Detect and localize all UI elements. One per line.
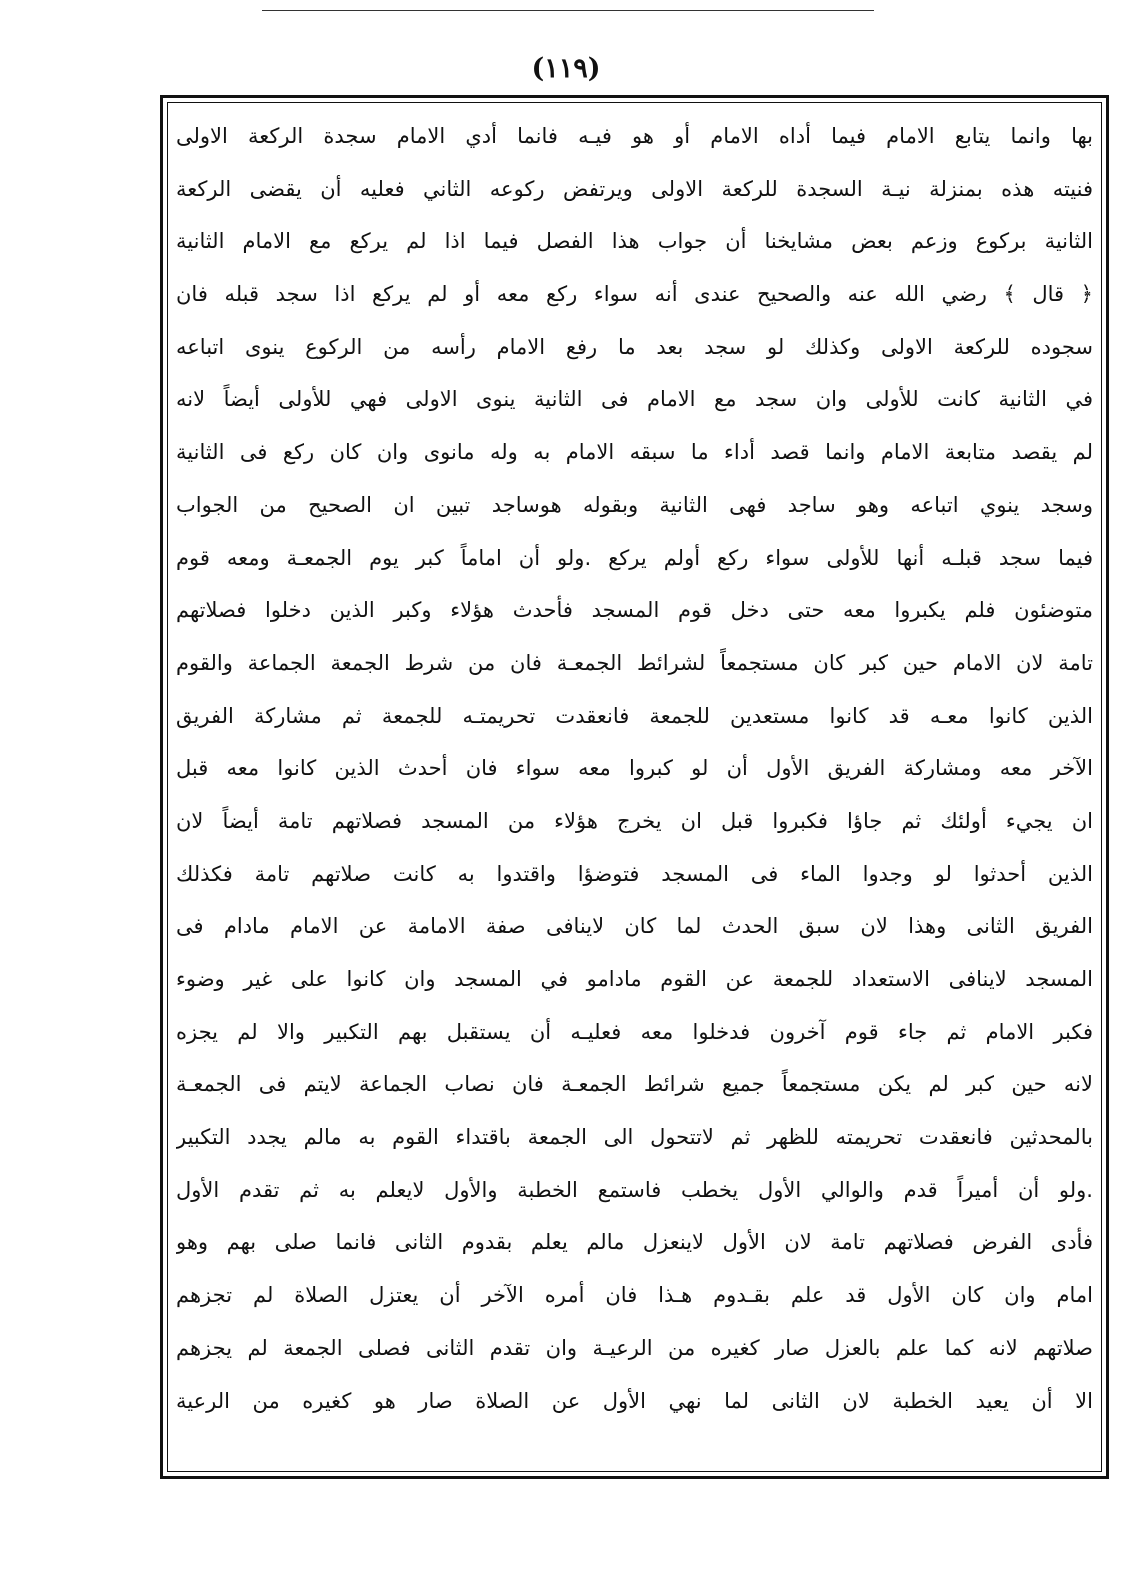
text-line: فكبر الامام ثم جاء قوم آخرون فدخلوا معه فعليـه أن يستقبل بهم التكبير والا لم يجزه xyxy=(176,1019,1093,1044)
text-line: الذين كانوا معـه قد كانوا مستعدين للجمعة فانعقدت تحريمتـه للجمعة ثم مشاركة الفريق xyxy=(176,703,1093,728)
text-line: ﴿ قال ﴾ رضي الله عنه والصحيح عندى أنه سواء ركع معه أو لم يركع اذا سجد قبله فان xyxy=(176,282,1093,307)
text-line: المسجد لاينافى الاستعداد للجمعة عن القوم مادامو في المسجد وان كانوا على غير وضوء xyxy=(176,967,1093,991)
text-line: .ولو أن أميراً قدم والوالي الأول يخطب فاستمع الخطبة والأول لايعلم به ثم تقدم الأول xyxy=(176,1177,1093,1202)
text-body xyxy=(176,110,1093,1464)
text-line: فأدى الفرض فصلاتهم تامة لان الأول لاينعزل مالم يعلم بقدوم الثانى فانما صلى بهم وهو xyxy=(176,1230,1093,1255)
text-line: امام وان كان الأول قد علم بقـدوم هـذا فان أمره الآخر أن يعتزل الصلاة لم تجزهم xyxy=(176,1283,1093,1308)
text-line: تامة لان الامام حين كبر كان مستجمعاً لشرائط الجمعـة فان من شرط الجمعة الجماعة والقوم xyxy=(176,650,1093,675)
text-line: سجوده للركعة الاولى وكذلك لو سجد بعد ما رفع الامام رأسه من الركوع ينوى اتباعه xyxy=(176,334,1093,359)
text-line: الذين أحدثوا لو وجدوا الماء فى المسجد فتوضؤا واقتدوا به كانت صلاتهم تامة فكذلك xyxy=(176,861,1093,886)
text-line: الآخر معه ومشاركة الفريق الأول أن لو كبروا معه سواء فان أحدث الذين كانوا معه قبل xyxy=(176,756,1093,781)
page-number: (١١٩) xyxy=(531,53,601,84)
text-line: بها وانما يتابع الامام فيما أداه الامام أو هو فيـه فانما أدي الامام سجدة الركعة الاولى xyxy=(176,124,1093,148)
text-line: وسجد ينوي اتباعه وهو ساجد فهى الثانية وبقوله هوساجد تبين ان الصحيح من الجواب xyxy=(176,492,1093,517)
text-line: ان يجيء أولئك ثم جاؤا فكبروا قبل ان يخرج هؤلاء من المسجد فصلاتهم تامة أيضاً لان xyxy=(176,808,1093,833)
text-line: الثانية بركوع وزعم بعض مشايخنا أن جواب هذا الفصل فيما اذا لم يركع مع الامام الثانية xyxy=(176,229,1093,254)
text-line: لانه حين كبر لم يكن مستجمعاً جميع شرائط الجمعـة فان نصاب الجماعة لايتم فى الجمعـة xyxy=(176,1072,1093,1097)
text-line: لم يقصد متابعة الامام وانما قصد أداء ما سبقه الامام به وله مانوى وان كان ركع فى الثانية xyxy=(176,440,1093,465)
text-line: بالمحدثين فانعقدت تحريمته للظهر ثم لاتتحول الى الجمعة باقتداء القوم به مالم يجدد التكبير xyxy=(176,1125,1093,1150)
top-rule xyxy=(262,10,874,11)
text-line: صلاتهم لانه كما علم بالعزل صار كغيره من الرعيـة وان تقدم الثانى فصلى الجمعة لم يجزهم xyxy=(176,1335,1093,1360)
text-line: الا أن يعيد الخطبة لان الثانى لما نهي الأول عن الصلاة صار هو كغيره من الرعية xyxy=(176,1388,1093,1413)
text-line: فنيته هذه بمنزلة نيـة السجدة للركعة الاولى ويرتفض ركوعه الثاني فعليه أن يقضى الركعة xyxy=(176,176,1093,201)
text-line: فيما سجد قبلـه أنها للأولى سواء ركع أولم يركع .ولو أن اماماً كبر يوم الجمعـة ومعه قوم xyxy=(176,545,1093,570)
text-line: الفريق الثانى وهذا لان سبق الحدث لما كان لاينافى صفة الامامة عن الامام مادام فى xyxy=(176,914,1093,939)
text-line: متوضئون فلم يكبروا معه حتى دخل قوم المسجد فأحدث هؤلاء وكبر الذين دخلوا فصلاتهم xyxy=(176,598,1093,623)
text-line: في الثانية كانت للأولى وان سجد مع الامام فى الثانية ينوى الاولى فهي للأولى أيضاً لانه xyxy=(176,387,1093,412)
